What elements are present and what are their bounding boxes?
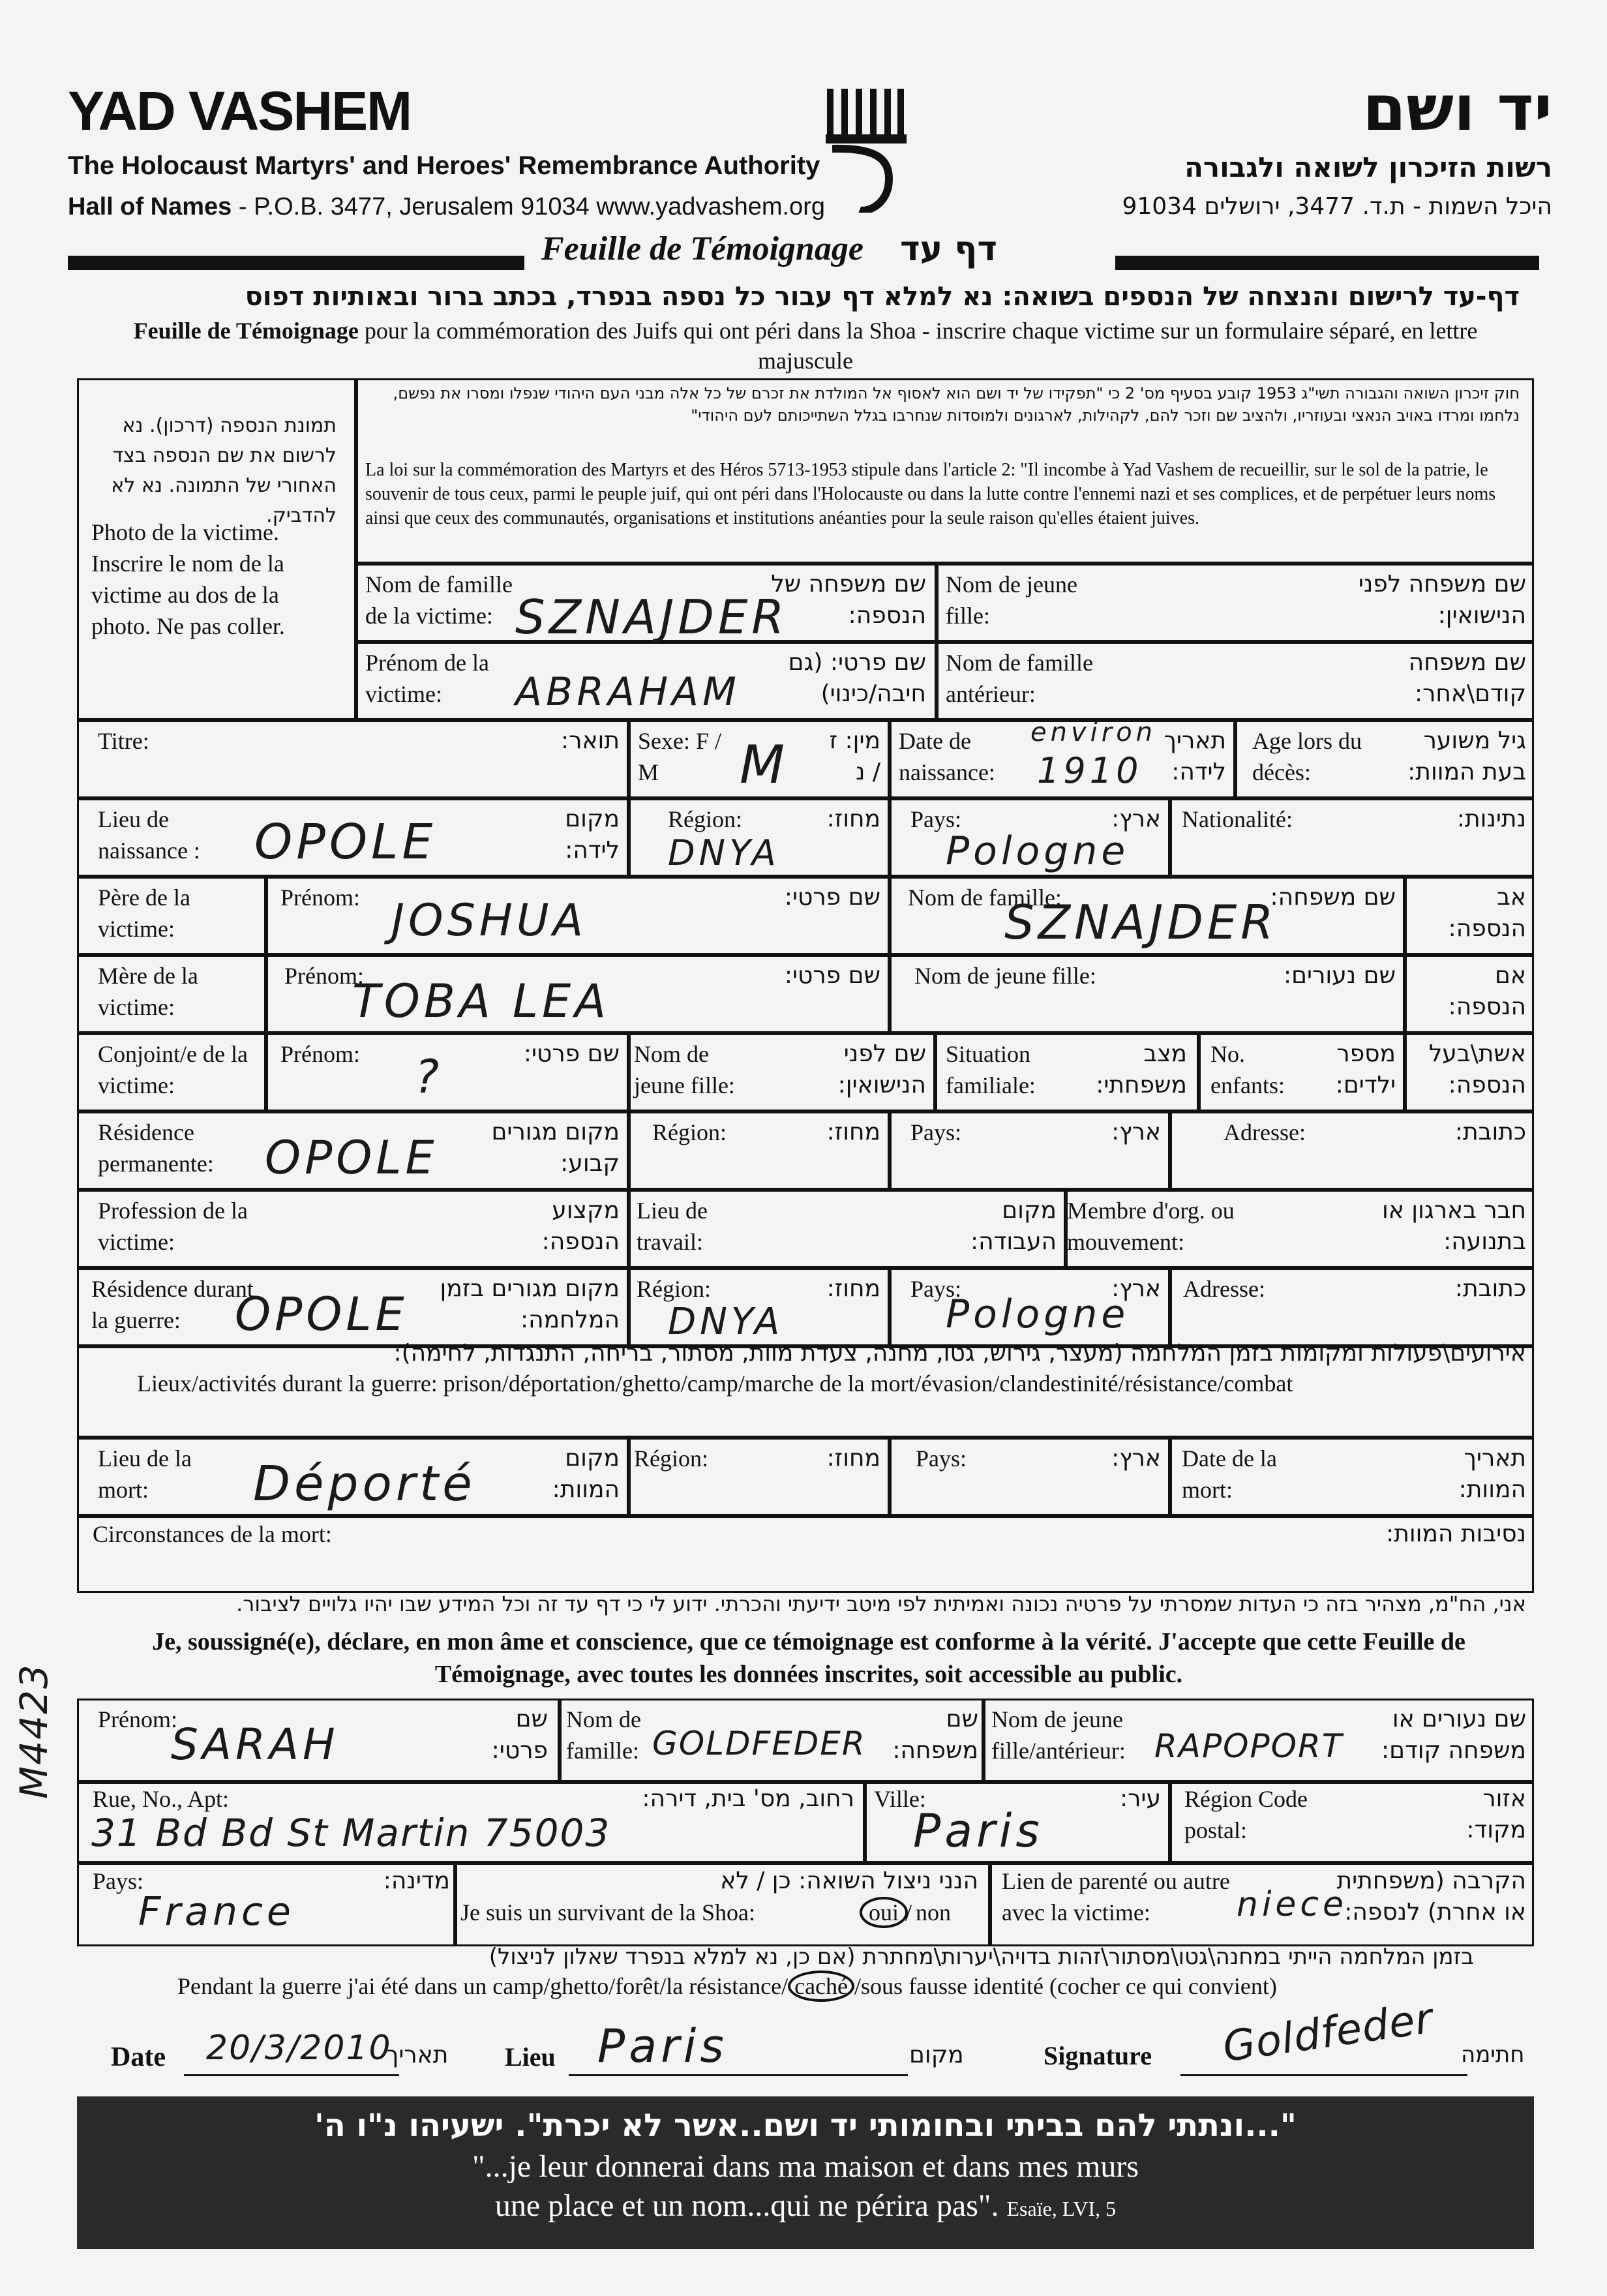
victim-prev-label: Nom de famille antérieur: [946, 650, 1093, 707]
yad-vashem-logo-icon [820, 89, 912, 213]
quote-banner [77, 2096, 1534, 2249]
hall-of-names [68, 193, 825, 221]
mother-prenom-label: Prénom: [284, 963, 364, 989]
photo-box-fr: Photo de la victime. Inscrire le nom de la victime au dos de la photo. Ne pas coller. [91, 519, 285, 639]
submitter-family-label: Nom de famille: [566, 1706, 641, 1764]
org-member-label: Membre d'org. ou mouvement: [1067, 1198, 1235, 1255]
date-line [184, 2074, 399, 2076]
residence-value: OPOLE [265, 1131, 438, 1185]
father-prenom-label: Prénom: [280, 884, 360, 911]
father-prenom-value: JOSHUA [391, 895, 588, 946]
victim-maiden-label: Nom de jeune fille: [946, 571, 1077, 629]
birth-date-label: Date de naissance: [899, 728, 995, 785]
submitter-street-heb: רחוב, מס' בית, דירה: [642, 1785, 854, 1812]
form-title-heb: דף עד [900, 230, 997, 269]
profession-label: Profession de la victime: [98, 1198, 248, 1255]
father-heb: אב הנספה: [1448, 884, 1526, 942]
father-family-label: Nom de famille: [908, 884, 1062, 911]
war-residence-heb: מקום מגורים בזמן המלחמה: [440, 1275, 620, 1333]
nationality-label: Nationalité: [1182, 806, 1293, 832]
war-country-label: Pays: [910, 1276, 962, 1302]
survivor-label: Je suis un survivant de la Shoa: [460, 1899, 755, 1926]
victim-family-heb: שם משפחה של הנספה: [771, 571, 926, 629]
spouse-heb: אשת\בעל הנספה: [1428, 1040, 1526, 1098]
mother-maiden-heb: שם נעורים: [1284, 962, 1396, 989]
residence-region-label: Région: [652, 1119, 727, 1145]
birth-date-heb: תאריך לידה: [1164, 727, 1226, 785]
law-fr: La loi sur la commémoration des Martyrs et des Héros 5713-1953 stipule dans l'article 2: "Il incombe à Yad Vashem de recueillir, sur le sol de la patrie, le souvenir de tous ceux, parmi le peuple juif, qui ont péri dans l'Holocauste ou dans la lutte contre l'ennemi nazi et ses complices, et de perpétuer leurs noms ainsi que ceux des communautés, organisations et institutions anéanties pour la seule raison qu'elles étaient juives. [365, 460, 1496, 528]
birth-country-value: Pologne [946, 828, 1130, 874]
submitter-prenom-value: SARAH [171, 1719, 339, 1770]
age-label: Age lors du décès: [1252, 728, 1362, 785]
death-place-heb: מקום המוות: [552, 1445, 620, 1503]
submitter-maiden-heb: שם נעורים או משפחה קודם: [1381, 1706, 1526, 1764]
org-subtitle: The Holocaust Martyrs' and Heroes' Remembrance Authority [68, 151, 820, 180]
sex-label: Sexe: F / M [638, 728, 722, 785]
survivor-no[interactable]: non [916, 1899, 951, 1926]
war-status-fr [177, 1972, 1277, 2000]
submitter-city-value: Paris [913, 1804, 1044, 1858]
place-heb: מקום [909, 2042, 964, 2068]
spouse-maiden-heb: שם לפני הנישואין: [837, 1040, 926, 1098]
work-place-heb: מקום העבודה: [970, 1197, 1057, 1255]
war-residence-label: Résidence durant la guerre: [91, 1276, 254, 1333]
relation-label: Lien de parenté ou autre avec la victime: [1002, 1868, 1230, 1926]
photo-box-heb: תמונת הנספה (דרכון). נא לרשום את שם הנספה בצד האחורי של התמונה. נא לא להדביק. [111, 414, 337, 527]
war-address-heb: כתובת: [1454, 1275, 1526, 1302]
submitter-prenom-heb: שם פרטי: [491, 1706, 548, 1764]
war-status-fr-before: Pendant la guerre j'ai été dans un camp/ghetto/forêt/la résistance/ [177, 1973, 788, 1999]
submitter-family-value: GOLDFEDER [652, 1725, 866, 1762]
date-label: Date [111, 2042, 166, 2072]
instruction-fr-bold: Feuille de Témoignage [133, 318, 359, 344]
signature-heb: חתימה [1461, 2042, 1525, 2068]
residence-heb: מקום מגורים קבוע: [491, 1119, 620, 1177]
birth-region-label: Région: [668, 806, 742, 832]
victim-prev-heb: שם משפחה קודם\אחר: [1408, 649, 1526, 707]
heb-org-name: יד ושם [1362, 72, 1552, 145]
banner-heb: "...ונתתי להם בביתי ובחומותי יד ושם..אשר לא יכרת". ישעיהו נ"ו ה' [314, 2107, 1297, 2144]
residence-region-heb: מחוז: [826, 1119, 880, 1145]
birth-country-label: Pays: [910, 806, 962, 832]
father-family-heb: שם משפחה: [1270, 884, 1396, 911]
instruction-fr [111, 316, 1500, 376]
death-country-label: Pays: [916, 1445, 967, 1472]
place-value: Paris [597, 2019, 728, 2073]
father-label: Père de la victime: [98, 884, 190, 942]
war-activities-fr: Lieux/activités durant la guerre: prison/déportation/ghetto/camp/marche de la mort/évasion/clandestinité/résistance/combat [137, 1370, 1293, 1397]
signature-label: Signature [1044, 2041, 1152, 2070]
death-country-heb: ארץ: [1111, 1445, 1161, 1472]
death-circumstances-label: Circonstances de la mort: [93, 1521, 332, 1547]
war-activities-heb: אירועים\פעולות ומקומות בזמן המלחמה (מעצר, גירוש, גטו, מחנה, צעדת מוות, מסתור, בריחה, התנגדות, לחימה): [393, 1340, 1526, 1367]
relation-heb: הקרבה (משפחתית או אחרת) לנספה: [1336, 1867, 1526, 1926]
submitter-country-heb: מדינה: [383, 1867, 450, 1894]
signature-value: Goldfeder [1220, 1994, 1436, 2072]
submitter-region-label: Région Code postal: [1184, 1786, 1308, 1843]
org-member-heb: חבר בארגון או בתנועה: [1381, 1197, 1526, 1255]
mother-prenom-heb: שם פרטי: [784, 962, 880, 989]
survivor-heb: הנני ניצול השואה: כן / לא [720, 1867, 978, 1894]
death-region-label: Région: [634, 1445, 708, 1472]
banner-fr-ref: Esaïe, LVI, 5 [1006, 2197, 1117, 2220]
nationality-heb: נתינות: [1456, 806, 1526, 832]
date-value: 20/3/2010 [206, 2029, 392, 2068]
banner-fr-line2-wrap [77, 2186, 1534, 2228]
mother-heb: אם הנספה: [1448, 962, 1526, 1020]
banner-fr-line2: une place et un nom...qui ne périra pas". [494, 2188, 999, 2223]
war-region-heb: מחוז: [826, 1275, 880, 1302]
survivor-yes[interactable]: oui [860, 1897, 908, 1928]
victim-family-label: Nom de famille de la victime: [365, 571, 513, 629]
residence-address-heb: כתובת: [1454, 1119, 1526, 1145]
submitter-region-heb: אזור מקוד: [1466, 1785, 1526, 1843]
war-status-fr-after: /sous fausse identité (cocher ce qui convient) [854, 1973, 1277, 1999]
spouse-prenom-heb: שם פרטי: [523, 1040, 620, 1067]
work-place-label: Lieu de travail: [637, 1198, 708, 1255]
birth-date-value: 1910 [1037, 750, 1143, 791]
submitter-street-value: 31 Bd Bd St Martin 75003 [91, 1811, 611, 1855]
heb-org-subtitle: רשות הזיכרון לשואה ולגבורה [1184, 151, 1552, 183]
profession-heb: מקצוע הנספה: [541, 1197, 620, 1255]
death-date-label: Date de la mort: [1182, 1445, 1277, 1503]
birth-place-heb: מקום לידה: [565, 806, 620, 864]
org-name: YAD VASHEM [68, 80, 412, 142]
submitter-family-heb: שם משפחה: [892, 1706, 978, 1764]
submitter-maiden-value: RAPOPORT [1154, 1727, 1344, 1765]
side-number: M4423 [11, 1663, 56, 1799]
mother-prenom-value: TOBA LEA [352, 974, 610, 1028]
victim-first-label: Prénom de la victime: [365, 650, 489, 707]
war-status-heb: בזמן המלחמה הייתי במחנה\גטו\מסתור\זהות בדויה\יערות\מחתרת (אם כן, נא למלא בנפרד שאלון לניצול) [488, 1944, 1474, 1970]
death-place-label: Lieu de la mort: [98, 1445, 192, 1503]
spouse-label: Conjoint/e de la victime: [98, 1041, 248, 1098]
spouse-prenom-value: ? [415, 1050, 443, 1104]
spouse-status-heb: מצב משפחתי: [1096, 1040, 1187, 1098]
submitter-country-value: France [138, 1889, 295, 1935]
father-prenom-heb: שם פרטי: [784, 884, 880, 911]
submitter-street-label: Rue, No., Apt: [93, 1786, 230, 1812]
submitter-country-label: Pays: [93, 1868, 144, 1894]
place-label: Lieu [505, 2042, 556, 2072]
hall-of-names-label: Hall of Names [68, 193, 232, 220]
declaration-fr: Je, soussigné(e), déclare, en mon âme et conscience, que ce témoignage est conforme à la vérité. J'accepte que cette Feuille de Témoignage, avec toutes les données inscrites, soit accessible au public. [152, 1628, 1465, 1688]
title-bar-right [1115, 256, 1539, 270]
war-region-label: Région: [637, 1276, 711, 1302]
war-address-label: Adresse: [1183, 1276, 1265, 1302]
submitter-maiden-label: Nom de jeune fille/antérieur: [991, 1706, 1126, 1764]
spouse-children-label: No. enfants: [1210, 1041, 1285, 1098]
war-residence-value: OPOLE [235, 1288, 408, 1341]
residence-address-label: Adresse: [1224, 1119, 1306, 1145]
mother-maiden-label: Nom de jeune fille: [914, 963, 1096, 989]
form-title-fr: Feuille de Témoignage [541, 230, 864, 267]
relation-value: niece [1237, 1885, 1347, 1924]
spouse-prenom-label: Prénom: [280, 1041, 360, 1067]
birth-region-value: DNYA [668, 832, 780, 873]
residence-country-label: Pays: [910, 1119, 962, 1145]
signature-line [1180, 2074, 1467, 2076]
heb-address: היכל השמות - ת.ד. 3477, ירושלים 91034 [1122, 193, 1552, 220]
birth-date-note: environ [1030, 718, 1157, 748]
victim-maiden-heb: שם משפחה לפני הנישואין: [1358, 571, 1526, 629]
birth-place-label: Lieu de naissance : [98, 806, 200, 864]
birth-region-heb: מחוז: [826, 806, 880, 832]
victim-first-heb: שם פרטי: (גם חיבה/כינוי) [788, 649, 926, 707]
residence-label: Résidence permanente: [98, 1119, 214, 1177]
death-date-heb: תאריך המוות: [1458, 1445, 1526, 1503]
law-heb: חוק זיכרון השואה והגבורה תשי"ג 1953 קובע בסעיף מס' 2 כי "תפקידו של יד ושם הוא לאסוף אל המולדת את זכרם של כל אלה מבני העם היהודי שנפלו ומסרו את נפשם, נלחמו ומרדו באויב הנאצי ובעוזריו, ולהציב שם וזכר להם, לקהילות, לארגונים ולמוסדות שנחרבו בגלל השתייכותם לעם היהודי" [393, 384, 1520, 425]
instruction-heb: דף-עד לרישום והנצחה של הנספים בשואה: נא למלא דף עבור כל נספה בנפרד, בכתב ברור ובאותיות דפוס [245, 282, 1520, 312]
death-region-heb: מחוז: [826, 1445, 880, 1472]
sex-heb: מין: ז / נ [829, 727, 880, 785]
org-address: - P.O.B. 3477, Jerusalem 91034 www.yadvashem.org [238, 193, 825, 220]
father-family-value: SZNAJDER [1004, 895, 1278, 950]
death-place-value: Déporté [253, 1456, 476, 1512]
survivor-slash: / [905, 1899, 912, 1926]
declaration-heb: אני, הח"מ, מצהיר בזה כי העדות שמסרתי על פרטיה נכונה ואמיתית לפי מיטב ידיעתי והכרתי. ידוע לי כי דף עד זה וכל המידע שבו יהיו גלויים לציבור. [236, 1592, 1526, 1616]
title-label: Titre: [98, 728, 149, 754]
age-heb: גיל משוער בעת המוות: [1407, 727, 1526, 785]
war-country-value: Pologne [946, 1292, 1130, 1337]
war-country-heb: ארץ: [1111, 1275, 1161, 1302]
death-circumstances-heb: נסיבות המוות: [1386, 1520, 1526, 1547]
victim-first-value: ABRAHAM [515, 669, 740, 715]
submitter-prenom-label: Prénom: [98, 1706, 177, 1732]
war-region-value: DNYA [668, 1301, 784, 1343]
instruction-fr-text: pour la commémoration des Juifs qui ont péri dans la Shoa - inscrire chaque victime sur un formulaire séparé, en lettre majuscule [364, 318, 1478, 374]
spouse-maiden-label: Nom de jeune fille: [634, 1041, 735, 1098]
submitter-city-label: Ville: [874, 1786, 926, 1812]
sex-value: M [740, 734, 789, 795]
war-status-circled[interactable]: caché [788, 1971, 854, 2002]
title-heb: תואר: [561, 727, 620, 754]
banner-fr-line1: "...je leur donnerai dans ma maison et dans mes murs [472, 2149, 1139, 2184]
victim-family-value: SZNAJDER [515, 590, 788, 644]
spouse-children-heb: מספר ילדים: [1335, 1040, 1396, 1098]
place-line [569, 2074, 908, 2076]
date-heb: תאריך [386, 2042, 449, 2068]
submitter-city-heb: עיר: [1119, 1785, 1161, 1812]
spouse-status-label: Situation familiale: [946, 1041, 1036, 1098]
mother-label: Mère de la victime: [98, 963, 198, 1020]
title-bar-left [68, 256, 524, 270]
birth-country-heb: ארץ: [1111, 806, 1161, 832]
residence-country-heb: ארץ: [1111, 1119, 1161, 1145]
birth-place-value: OPOLE [254, 814, 437, 870]
